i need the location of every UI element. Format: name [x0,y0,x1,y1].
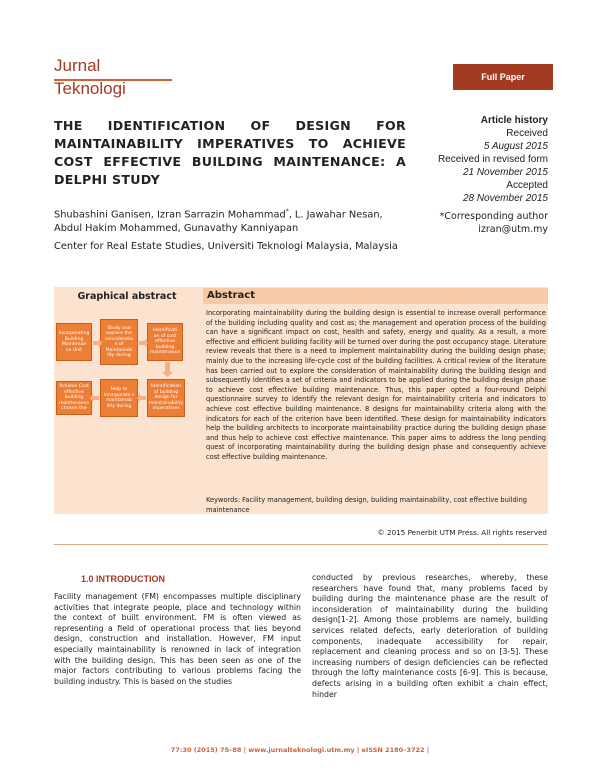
ga-box-4: Achieve Cost effective building maintenance chosen the [56,381,92,415]
section-divider [54,544,548,545]
ga-arrows [54,318,194,422]
page-footer: 77:30 (2015) 75–88 | www.jurnalteknologi.utm.my | eISSN 2180–3722 | [170,746,430,754]
revised-date: 21 November 2015 [462,167,548,178]
affiliation: Center for Real Estate Studies, Universiti Teknologi Malaysia, Malaysia [54,241,398,252]
article-history [438,114,548,205]
introduction-heading: 1.0 INTRODUCTION [81,574,166,584]
arrow-left-icon [90,393,99,403]
arrow-right-icon [93,338,102,348]
arrow-left-icon [137,393,146,403]
full-paper-badge: Full Paper [453,64,553,90]
graphical-abstract-title: Graphical abstract [77,291,177,302]
authors-line2: Abdul Hakim Mohammed, Gunavathy Kanniyapan [54,223,299,235]
copyright: © 2015 Penerbit UTM Press. All rights reserved [377,528,547,537]
abstract-heading: Abstract [203,288,548,304]
arrow-down-icon [162,362,173,377]
accepted-date: 28 November 2015 [462,193,548,204]
author-list [54,205,414,236]
journal-name-line1: Jurnal [54,56,101,75]
authors-line1b: , L. Jawahar Nesan, [288,209,383,221]
introduction-column-1: Facility management (FM) encompasses multiple disciplinary activities that integrate people, place and technology within the context of built environment. FM is often viewed as representing a field of operational process that lies beyond design, construction and installation. However, FM input especially maintainability is renowned in lack of integration with the building design. This has been seen as one of the major factors contributing to various problems facing the building industry. This is based on the studies [54,592,301,686]
received-date: 5 August 2015 [483,141,548,152]
accepted-label: Accepted [506,180,548,191]
ga-box-5: Help to incorporate s maintainab ility during [100,379,138,417]
authors-line1: Shubashini Ganisen, Izran Sarrazin Mohammad [54,209,286,221]
ga-box-2: Study and explore the consideratio n of Maintainabi lity during [100,319,138,365]
corresponding-email[interactable]: izran@utm.my [478,224,548,235]
corresponding-label: *Corresponding author [439,211,548,222]
introduction-column-2: conducted by previous researches, whereby, these researchers have found that, many problems faced by building during the maintenance phase are the result of inconsideration of maintainability during the building design[1-2]. Among those problems are namely, building services related defects, early deterioration of building components, inadequate accessibility for repair, replacement and cleaning process and so on [3-5]. These increasing numbers of design deficiencies can be reflected through the lofty maintenance costs [6-9]. This is because, defects arising in a building often exhibit a chain effect, hinder [312,573,548,699]
keywords: Keywords: Facility management, building design, building maintainability, cost effective building maintenance [206,496,528,514]
history-heading: Article history [480,115,548,126]
corresponding-marker: * [285,208,289,215]
arrow-right-icon [139,338,148,348]
ga-box-3: Identificati on of cost effective building maintenance [147,323,183,361]
abstract-text: Incorporating maintainability during the building design is essential to increase overall performance of the building including quality and cost as; the management and operation process of the building can have a significant impact on cost, health and safety, energy and quality. As a result, a more effective and efficient building facility will be turned over during the post occupancy stage. Literature review reveals that there is a need to implement maintainability during the building design phase; mainly due to the increasing life-cycle cost of the building facilities. A critical review of the literature has been carried out to explore the consideration of maintainability during the building design and subsequently identifies a set of criteria and indicators to be applied during the building design phase to achieve cost effective building maintenance. Thus, this paper opted a four-round Delphi questionnaire survey to identify the relevant design for maintainability criteria and indicators to achieve cost effective building maintenance. 8 designs for maintainability criteria along with the indicators for each of the criterion have been identified. These design for maintainability indicators help the building architects to incorporate maintainability practice during the building design phase and thus help to achieve cost effective maintenance. This paper aims to address the long pending quest of incorporating maintainability during the building design phase and consequently achieve cost effective building maintenance. [206,309,546,461]
received-label: Received [506,128,548,139]
ga-box-6: Identification of building design for maintainability imperatives [147,379,185,417]
corresponding-author [440,210,548,236]
revised-label: Received in revised form [437,154,548,165]
paper-title: THE IDENTIFICATION OF DESIGN FOR MAINTAINABILITY IMPERATIVES TO ACHIEVE COST EFFECTIVE BUILDING MAINTENANCE: A DELPHI STUDY [54,118,406,187]
journal-name-line2: Teknologi [54,79,126,98]
ga-box-1: Incorporating Building Maintenan ce Unit [56,323,92,361]
